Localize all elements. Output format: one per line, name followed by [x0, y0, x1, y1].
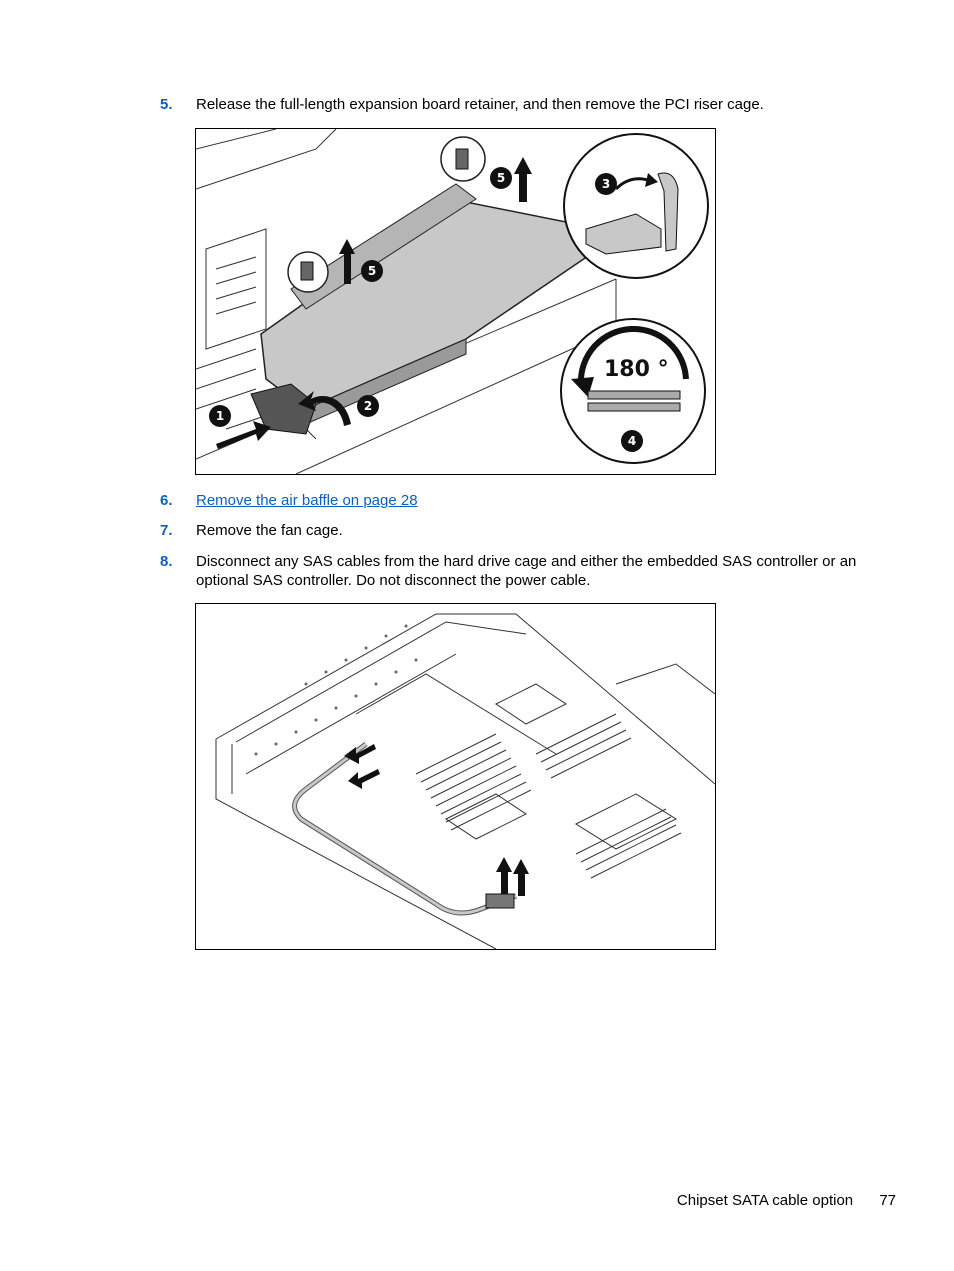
page-footer — [677, 1192, 896, 1209]
sas-cable-illustration — [195, 603, 716, 950]
riser-cage-drawing — [196, 129, 715, 474]
step-text: Release the full-length expansion board retainer, and then remove the PCI riser cage. — [196, 96, 764, 113]
callout-4-label: 4 — [627, 434, 637, 448]
sas-cable-drawing — [196, 604, 715, 949]
step-text — [196, 491, 890, 510]
step-number: 5. — [160, 96, 173, 113]
step-number: 7. — [160, 522, 173, 539]
step-number: 6. — [160, 492, 173, 509]
callout-3-label: 3 — [601, 177, 611, 191]
step-text: Disconnect any SAS cables from the hard drive cage and either the embedded SAS controller or an optional SAS controller. Do not disconnect the power cable. — [196, 553, 857, 589]
callout-2-label: 2 — [363, 399, 373, 413]
step-text: Remove the fan cage. — [196, 522, 343, 539]
callout-1-label: 1 — [215, 409, 225, 423]
callout-5-right-label: 5 — [496, 171, 506, 185]
rotation-label: 180 ° — [604, 357, 669, 382]
riser-cage-illustration — [195, 128, 716, 475]
page-number: 77 — [879, 1192, 896, 1209]
footer-section-title: Chipset SATA cable option — [676, 1192, 854, 1209]
callout-5-left-label: 5 — [367, 264, 377, 278]
air-baffle-link[interactable]: Remove the air baffle on page 28 — [196, 492, 418, 509]
step-number: 8. — [160, 553, 173, 570]
